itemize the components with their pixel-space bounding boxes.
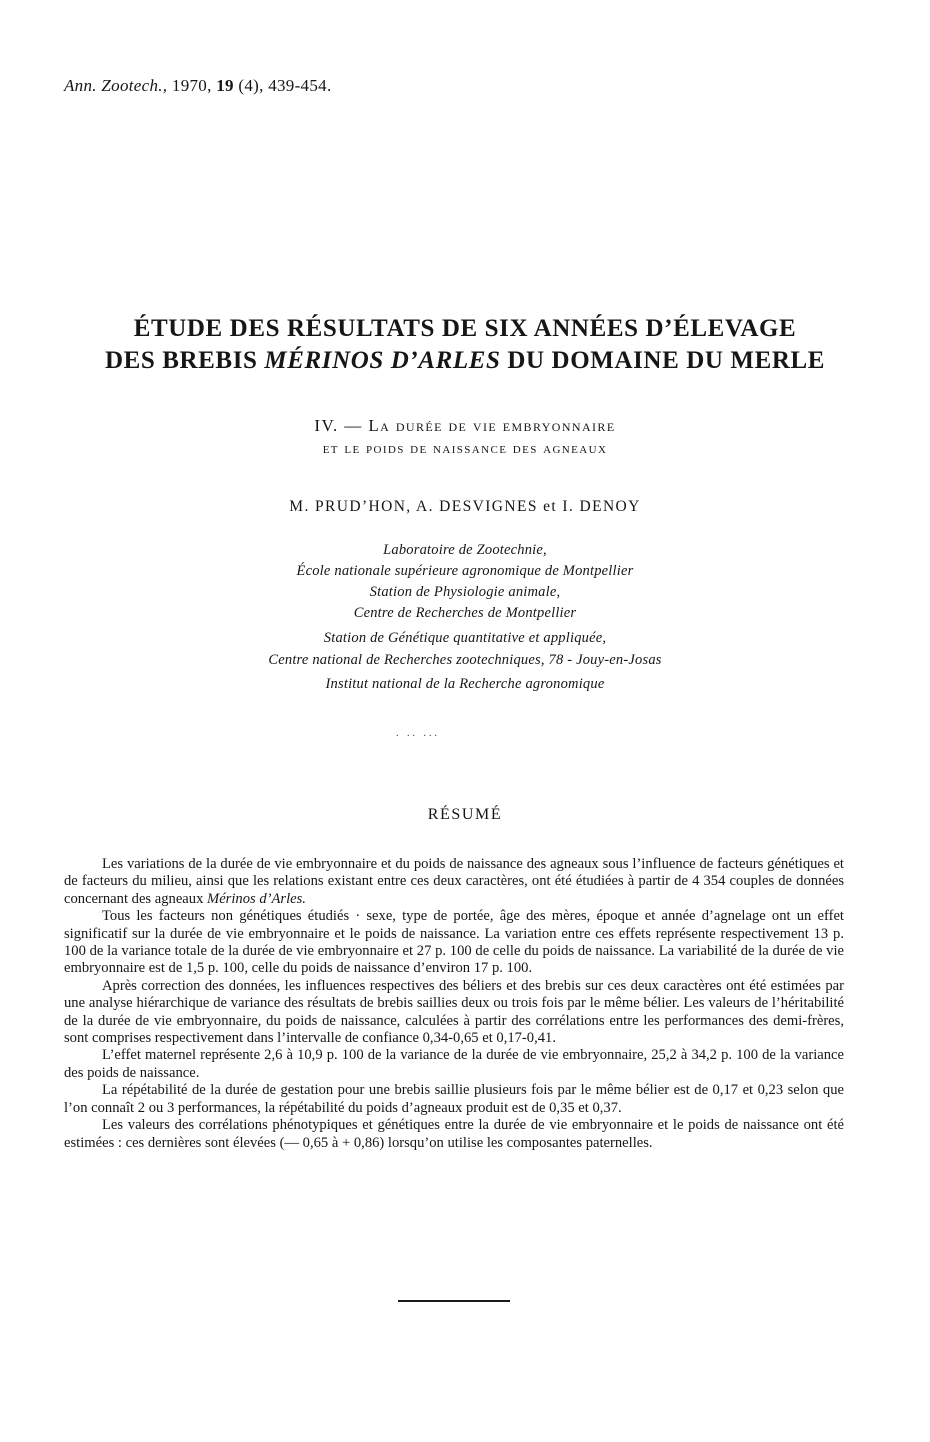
affiliation-line: Centre national de Recherches zootechniques, 78 - Jouy-en-Josas: [268, 652, 662, 668]
subtitle-line-2: et le poids de naissance des agneaux: [322, 440, 608, 457]
citation-issue-pages: (4), 439-454.: [233, 76, 332, 95]
affiliation-line: École nationale supérieure agronomique de Montpellier: [296, 563, 634, 579]
citation-volume: 19: [216, 76, 234, 95]
abstract-paragraph-5: La répétabilité de la durée de gestation pour une brebis saillie plusieurs fois par le même bélier est de 0,17 et 0,23 selon que l’on connaît 2 ou 3 performances, la répétabilité du poids d’agneaux produit est de 0,35 et 0,37.: [64, 1082, 844, 1116]
affiliation-line: Station de Génétique quantitative et appliquée,: [323, 630, 607, 646]
affiliation-line: Institut national de la Recherche agronomique: [325, 676, 605, 692]
affiliation-line: Laboratoire de Zootechnie,: [383, 542, 547, 558]
paper-title-line-2: [0, 345, 930, 377]
abstract-p1-breed: Mérinos d’Arles.: [207, 890, 306, 907]
abstract-p1-text: Les variations de la durée de vie embryonnaire et du poids de naissance des agneaux sous l’influence de facteurs génétiques et de facteurs du milieu, ainsi que les relations existant entre ces deux caractères, ont été étudiées à partir de 4 354 couples de données concernant des agneaux: [64, 856, 844, 907]
citation-year: 1970,: [167, 76, 217, 95]
title-line-2-pre: DES BREBIS: [104, 347, 265, 374]
title-line-2-post: DU DOMAINE DU MERLE: [500, 347, 826, 374]
author-list: M. PRUD’HON, A. DESVIGNES et I. DENOY: [289, 498, 641, 515]
subtitle-line-1: IV. — La durée de vie embryonnaire: [314, 416, 616, 435]
end-of-abstract-rule: [398, 1300, 510, 1302]
abstract-paragraph-3: Après correction des données, les influences respectives des béliers et des brebis sur ces deux caractères ont été estimées par une analyse hiérarchique de variance des résultats de brebis saillies deux ou trois fois par le même bélier. Les valeurs de l’héritabilité de la durée de vie embryonnaire, du poids de naissance, calculées à partir des corrélations entre les performances des demi-frères, sont comprises respectivement dans l’intervalle de confiance 0,34-0,65 et 0,17-0,41.: [64, 977, 844, 1047]
title-breed-name: MÉRINOS D’ARLES: [264, 347, 501, 374]
section-separator-dots: . .. ...: [396, 728, 440, 739]
journal-name: Ann. Zootech.,: [64, 76, 168, 95]
abstract-paragraph-2: Tous les facteurs non génétiques étudiés · sexe, type de portée, âge des mères, époque et année d’agnelage ont un effet significatif sur la durée de vie embryonnaire et le poids de naissance. La variation entre ces effets représente respectivement 13 p. 100 de la variance totale de la durée de vie embryonnaire et 27 p. 100 de celle du poids de naissance. La variabilité de la durée de vie embryonnaire est de 1,5 p. 100, celle du poids de naissance d’environ 17 p. 100.: [64, 908, 844, 977]
abstract-paragraph-1: [64, 856, 844, 908]
resume-heading: RÉSUMÉ: [427, 806, 503, 823]
affiliation-line: Station de Physiologie animale,: [369, 584, 561, 600]
paper-title-line-1: ÉTUDE DES RÉSULTATS DE SIX ANNÉES D’ÉLEVAGE: [133, 315, 797, 342]
affiliation-line: Centre de Recherches de Montpellier: [353, 605, 577, 621]
abstract-paragraph-4: L’effet maternel représente 2,6 à 10,9 p. 100 de la variance de la durée de vie embryonnaire, 25,2 à 34,2 p. 100 de la variance des poids de naissance.: [64, 1047, 844, 1081]
abstract-paragraph-6: Les valeurs des corrélations phénotypiques et génétiques entre la durée de vie embryonnaire et le poids de naissance ont été estimées : ces dernières sont élevées (— 0,65 à + 0,86) lorsqu’on utilise les composantes paternelles.: [64, 1117, 844, 1151]
journal-citation: [64, 76, 332, 96]
abstract-body: [64, 856, 844, 1152]
